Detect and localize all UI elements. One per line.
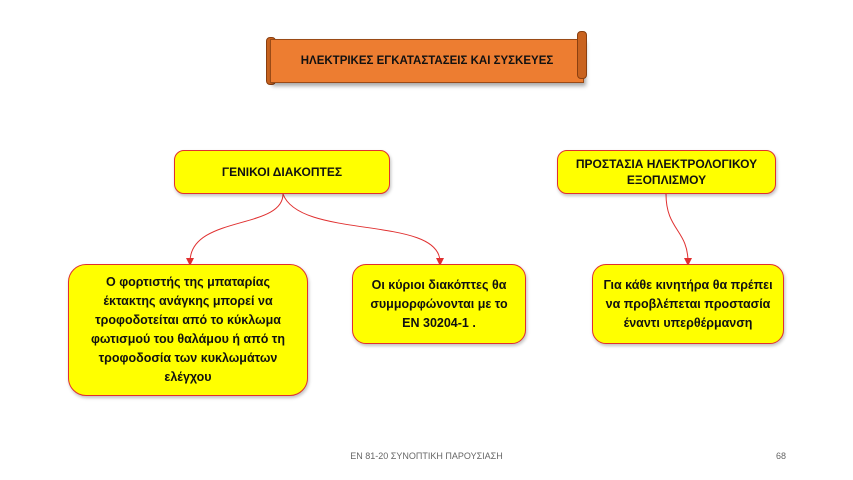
header-prostasia-label: ΠΡΟΣΤΑΣΙΑ ΗΛΕΚΤΡΟΛΟΓΙΚΟΥ ΕΞΟΠΛΙΣΜΟΥ xyxy=(575,157,758,187)
connector-prostasia-to-kinitira xyxy=(666,194,688,262)
box-kyrioi-text: Οι κύριοι διακόπτες θα συμμορφώνονται με το ΕΝ 30204-1 . xyxy=(370,277,508,330)
header-prostasia-exoplismou xyxy=(557,150,776,194)
connector-genikoi-to-fortistis xyxy=(190,194,283,262)
box-kinitira-text: Για κάθε κινητήρα θα πρέπει να προβλέπεται προστασία έναντι υπερθέρμανση xyxy=(603,277,773,330)
box-kyrioi-diakoptes xyxy=(352,264,526,344)
connector-genikoi-to-kyrioi xyxy=(283,194,440,262)
footer-text: ΕΝ 81-20 ΣΥΝΟΠΤΙΚΗ ΠΑΡΟΥΣΙΑΣΗ xyxy=(350,451,503,461)
box-fortistis-mpatarias xyxy=(68,264,308,396)
slide-title: ΗΛΕΚΤΡΙΚΕΣ ΕΓΚΑΤΑΣΤΑΣΕΙΣ ΚΑΙ ΣΥΣΚΕΥΕΣ xyxy=(300,55,554,67)
header-genikoi-label: ΓΕΝΙΚΟΙ ΔΙΑΚΟΠΤΕΣ xyxy=(221,165,343,179)
header-genikoi-diakoptes xyxy=(174,150,390,194)
box-fortistis-text: Ο φορτιστής της μπαταρίας έκτακτης ανάγκης μπορεί να τροφοδοτείται από το κύκλωμα φωτισμού του θαλάμου ή από τη τροφοδοσία των κυκλωμάτων ελέγχου xyxy=(90,275,286,384)
box-kinitira-prostasia xyxy=(592,264,784,344)
page-number: 68 xyxy=(776,451,787,461)
